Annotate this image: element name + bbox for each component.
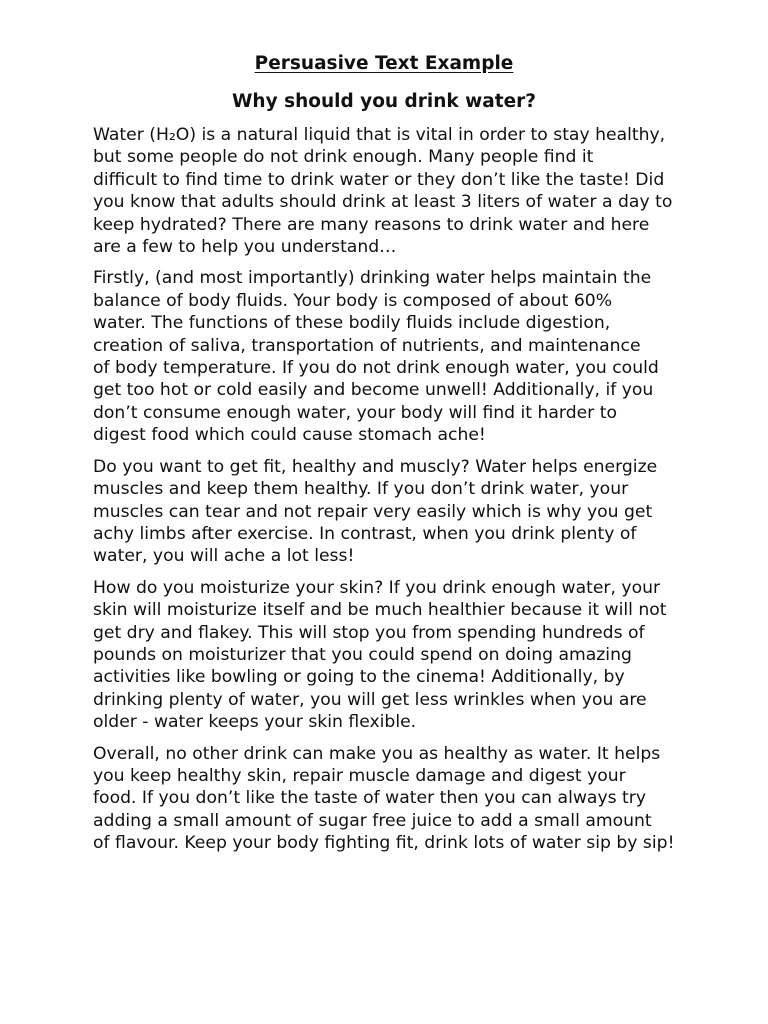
paragraph-muscles: Do you want to get fit, healthy and muscly? Water helps energize muscles and keep them healthy. If you don’t drink water, your muscles can tear and not repair very easily which is why you get achy limbs after exercise. In contrast, when you drink plenty of water, you will ache a lot less!	[93, 456, 658, 567]
paragraph-introduction: Water (H₂O) is a natural liquid that is vital in order to stay healthy, but some people do not drink enough. Many people find it difficult to find time to drink water or they don’t like the taste! Did you know that adults should drink at least 3 liters of water a day to keep hydrated? There are many reasons to drink water and here are a few to help you understand…	[93, 125, 673, 258]
document-subtitle: Why should you drink water?	[232, 91, 536, 112]
document-body	[93, 124, 683, 864]
paragraph-body-fluids: Firstly, (and most importantly) drinking water helps maintain the balance of body fluids. Your body is composed of about 60% water. The functions of these bodily fluids include digestion, creation of saliva, transportation of nutrients, and maintenance of body temperature. If you do not drink enough water, you could get too hot or cold easily and become unwell! Additionally, if you don’t consume enough water, your body will find it harder to digest food which could cause stomach ache!	[93, 268, 659, 446]
document-title: Persuasive Text Example	[254, 53, 514, 74]
paragraph-conclusion: Overall, no other drink can make you as healthy as water. It helps you keep healthy skin, repair muscle damage and digest your food. If you don’t like the taste of water then you can always try adding a small amount of sugar free juice to add a small amount of flavour. Keep your body fighting fit, drink lots of water sip by sip!	[93, 743, 675, 854]
paragraph-skin: How do you moisturize your skin? If you drink enough water, your skin will moisturize itself and be much healthier because it will not get dry and flakey. This will stop you from spending hundreds of pounds on moisturizer that you could spend on doing amazing activities like bowling or going to the cinema! Additionally, by drinking plenty of water, you will get less wrinkles when you are older - water keeps your skin flexible.	[93, 577, 667, 733]
